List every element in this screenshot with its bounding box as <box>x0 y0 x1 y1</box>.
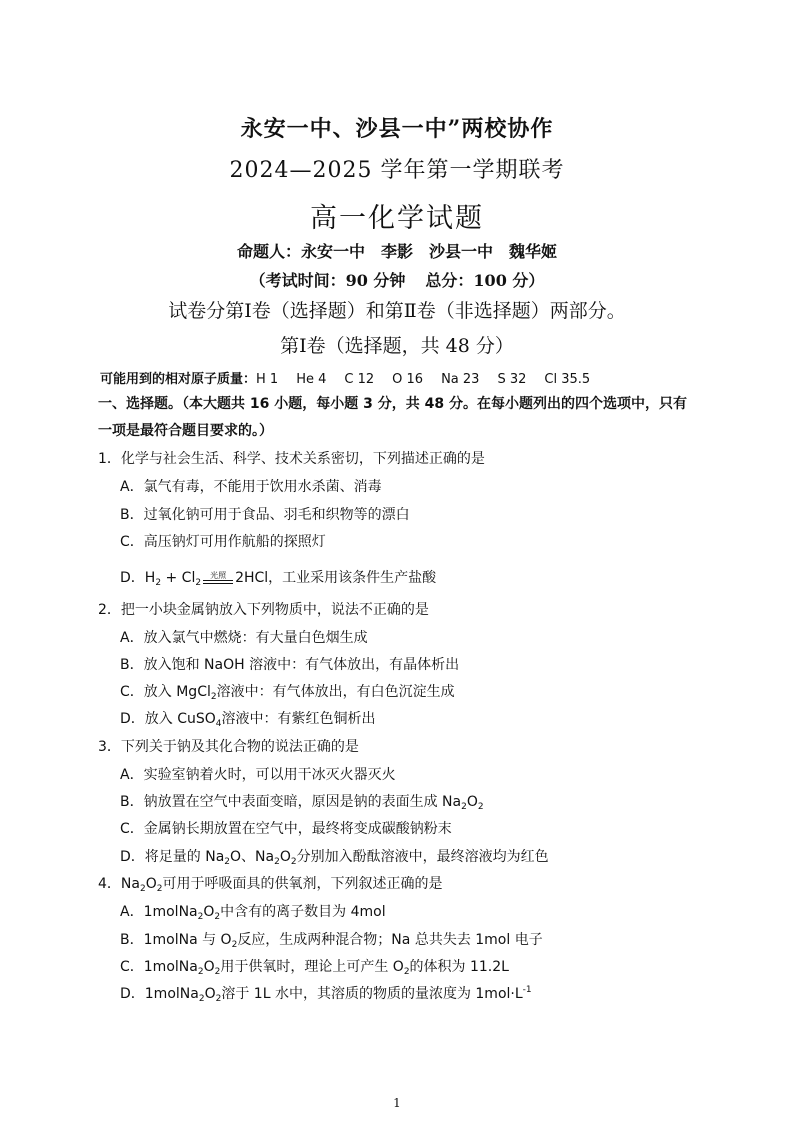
atomic-mass-he: He 4 <box>296 372 327 387</box>
q4-stem-o: O <box>145 876 157 892</box>
authors-line <box>0 239 794 262</box>
atomic-mass-o: O 16 <box>392 372 424 387</box>
q4-d-pre: D．1molNa <box>120 986 199 1002</box>
q4-c-o: O <box>203 959 215 975</box>
q1-d-product: 2HCl，工业采用该条件生产盐酸 <box>235 570 437 586</box>
atomic-mass-na: Na 23 <box>441 372 480 387</box>
q2-c-sub: 2 <box>210 692 217 702</box>
q3-b-o: O <box>466 794 478 810</box>
q4-stem-post: 可用于呼吸面具的供氧剂，下列叙述正确的是 <box>162 876 443 892</box>
question-4-option-c <box>120 956 509 976</box>
q3-b-sub1: 2 <box>461 802 467 812</box>
q4-c-pre: C．1molNa <box>120 959 198 975</box>
q4-b-sub: 2 <box>231 940 238 950</box>
q3-d-post: 分别加入酚酞溶液中，最终溶液均为红色 <box>296 849 549 865</box>
author2-school: 沙县一中 <box>429 242 494 261</box>
q3-d-pre: D．将足量的 Na <box>120 849 225 865</box>
q4-c-mid: 用于供氧时，理论上可产生 O <box>220 959 404 975</box>
question-1-stem: 1．化学与社会生活、科学、技术关系密切，下列描述正确的是 <box>98 451 485 467</box>
q4-d-sup: -1 <box>522 985 532 995</box>
question-1-option-c: C．高压钠灯可用作航船的探照灯 <box>120 534 326 550</box>
question-4-stem <box>98 873 442 893</box>
page-number: 1 <box>393 1096 401 1110</box>
volume1-title: 第Ⅰ卷（选择题，共 48 分） <box>280 335 514 357</box>
question-1-option-a: A．氯气有毒，不能用于饮用水杀菌、消毒 <box>120 479 382 495</box>
q1-d-sub2: 2 <box>195 578 202 588</box>
q3-d-mid2: O <box>279 849 291 865</box>
atomic-mass-s: S 32 <box>497 372 527 387</box>
q3-b-pre: B．钠放置在空气中表面变暗，原因是钠的表面生成 Na <box>120 794 462 810</box>
q4-b-pre: B．1molNa 与 O <box>120 932 232 948</box>
exam-title: 高一化学试题 <box>310 203 484 234</box>
exam-score: 总分：100 分） <box>425 271 545 290</box>
exam-intro: 试卷分第Ⅰ卷（选择题）和第Ⅱ卷（非选择题）两部分。 <box>168 300 626 322</box>
q4-d-sub2: 2 <box>215 994 222 1004</box>
question-3-option-c: C．金属钠长期放置在空气中，最终将变成碳酸钠粉末 <box>120 821 452 837</box>
section-instructions: 一、选择题。（本大题共 16 小题，每小题 3 分，共 48 分。在每小题列出的四个选项中，只有一项是最符合题目要求的。） <box>98 396 687 439</box>
reaction-condition-arrow <box>203 572 233 584</box>
q2-d-pre: D．放入 CuSO <box>120 711 216 727</box>
authors-label: 命题人：永安一中 <box>236 242 365 261</box>
q4-d-mid: 溶于 1L 水中，其溶质的物质的量浓度为 1mol·L <box>221 986 523 1002</box>
exam-time-line <box>0 268 794 291</box>
q3-d-mid1: O、Na <box>230 849 275 865</box>
q4-c-sub2: 2 <box>214 967 221 977</box>
q4-c-post: 的体积为 11.2L <box>409 959 509 975</box>
q3-d-sub1: 2 <box>224 857 231 867</box>
q2-d-post: 溶液中：有紫红色铜析出 <box>221 711 376 727</box>
q4-a-sub1: 2 <box>197 912 204 922</box>
q4-stem-pre: 4．Na <box>98 876 140 892</box>
question-2-option-b: B．放入饱和 NaOH 溶液中：有气体放出，有晶体析出 <box>120 657 460 673</box>
q4-c-sub1: 2 <box>197 967 204 977</box>
question-2-option-a: A．放入氯气中燃烧：有大量白色烟生成 <box>120 630 368 646</box>
q4-d-o: O <box>204 986 216 1002</box>
q1-d-h: H <box>144 570 156 586</box>
q4-b-post: 反应，生成两种混合物；Na 总共失去 1mol 电子 <box>237 932 543 948</box>
author1: 李影 <box>380 242 413 261</box>
q3-b-sub2: 2 <box>477 802 484 812</box>
q1-d-sub: 2 <box>155 578 162 588</box>
question-4-option-d <box>120 983 532 1003</box>
question-3-option-d <box>120 846 549 866</box>
atomic-mass-cl: Cl 35.5 <box>544 372 591 387</box>
q2-d-sub: 4 <box>215 719 222 729</box>
question-4-option-a <box>120 901 386 921</box>
q1-d-label: D． <box>120 570 145 586</box>
exam-time: （考试时间：90 分钟 <box>249 271 406 290</box>
question-3-stem: 3．下列关于钠及其化合物的说法正确的是 <box>98 739 359 755</box>
question-1-option-b: B．过氧化钠可用于食品、羽毛和织物等的漂白 <box>120 507 410 523</box>
q2-c-pre: C．放入 MgCl <box>120 684 211 700</box>
question-3-option-a: A．实验室钠着火时，可以用干冰灭火器灭火 <box>120 767 396 783</box>
q4-a-pre: A．1molNa <box>120 904 198 920</box>
atomic-mass-c: C 12 <box>344 372 375 387</box>
atomic-mass-line <box>100 368 590 387</box>
question-1-option-d <box>120 567 436 587</box>
question-3-option-b <box>120 791 484 811</box>
q3-d-sub3: 2 <box>290 857 297 867</box>
q1-d-plus: + Cl <box>161 570 196 586</box>
q4-stem-sub1: 2 <box>139 884 146 894</box>
q4-a-o: O <box>203 904 215 920</box>
q4-d-sub1: 2 <box>198 994 205 1004</box>
header-line2: 2024—2025 学年第一学期联考 <box>229 158 565 183</box>
q3-d-sub2: 2 <box>274 857 280 867</box>
header-line1: 永安一中、沙县一中”两校协作 <box>240 116 554 142</box>
atomic-mass-h: H 1 <box>256 372 279 387</box>
q4-a-post: 中含有的离子数目为 4mol <box>220 904 386 920</box>
question-2-option-d <box>120 708 376 728</box>
q4-stem-sub2: 2 <box>156 884 163 894</box>
equals-sign <box>203 580 233 584</box>
author2: 魏华姬 <box>509 242 558 261</box>
q4-c-sub3: 2 <box>403 967 410 977</box>
reaction-condition: 光照 <box>210 571 227 580</box>
q4-a-sub2: 2 <box>214 912 221 922</box>
q2-c-post: 溶液中：有气体放出，有白色沉淀生成 <box>216 684 455 700</box>
question-4-option-b <box>120 929 543 949</box>
question-2-stem: 2．把一小块金属钠放入下列物质中，说法不正确的是 <box>98 602 429 618</box>
question-2-option-c <box>120 681 455 701</box>
atomic-mass-label: 可能用到的相对原子质量： <box>100 372 257 387</box>
